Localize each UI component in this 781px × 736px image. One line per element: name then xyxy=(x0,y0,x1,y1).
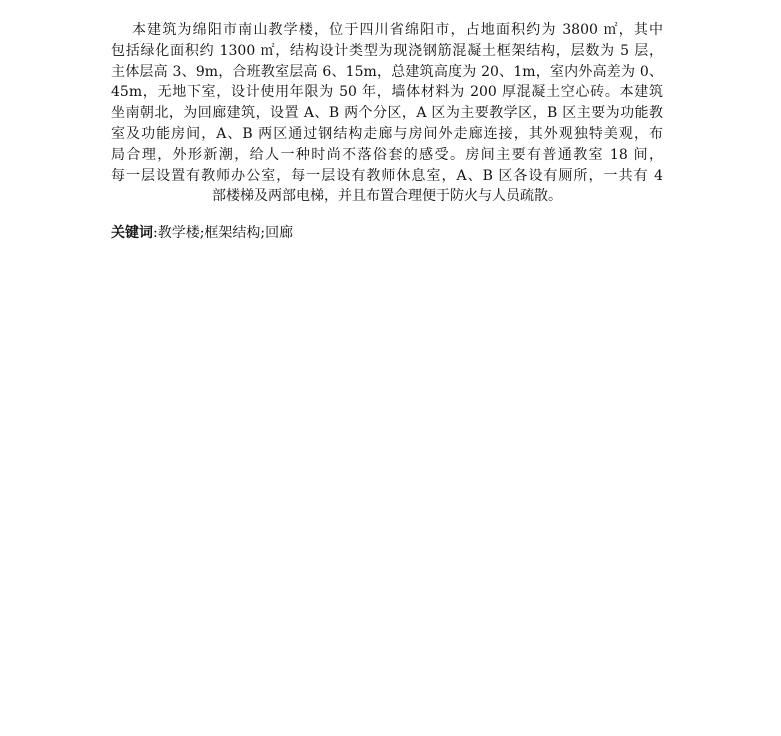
abstract-line-9: 部楼梯及两部电梯，并且布置合理便于防火与人员疏散。 xyxy=(212,188,562,205)
abstract-line-4: 45m，无地下室，设计使用年限为 50 年，墙体材料为 200 厚混凝土空心砖。本建筑 xyxy=(111,84,663,101)
abstract-line-6: 室及功能房间，A、B 两区通过钢结构走廊与房间外走廊连接，其外观独特美观，布 xyxy=(111,125,663,142)
keywords-line xyxy=(111,223,663,243)
keywords-text: 教学楼;框架结构;回廊 xyxy=(157,225,294,242)
abstract-line-8: 每一层设置有教师办公室，每一层设有教师休息室，A、B 区各设有厕所，一共有 4 xyxy=(111,167,663,184)
abstract-page xyxy=(111,20,663,243)
keywords-label: 关键词 xyxy=(111,225,153,242)
abstract-line-2: 包括绿化面积约 1300 ㎡，结构设计类型为现浇钢筋混凝土框架结构，层数为 5 层， xyxy=(111,42,663,59)
abstract-line-1: 本建筑为绵阳市南山教学楼，位于四川省绵阳市，占地面积约为 3800 ㎡，其中 xyxy=(132,22,663,38)
abstract-line-7: 局合理，外形新潮，给人一种时尚不落俗套的感受。房间主要有普通教室 18 间， xyxy=(111,146,663,163)
abstract-line-5: 坐南朝北，为回廊建筑，设置 A、B 两个分区，A 区为主要教学区，B 区主要为功能教 xyxy=(111,105,663,122)
keywords-separator: : xyxy=(153,225,158,242)
abstract-line-3: 主体层高 3、9m，合班教室层高 6、15m，总建筑高度为 20、1m，室内外高差为 0、 xyxy=(111,63,663,80)
abstract-paragraph xyxy=(111,20,663,207)
